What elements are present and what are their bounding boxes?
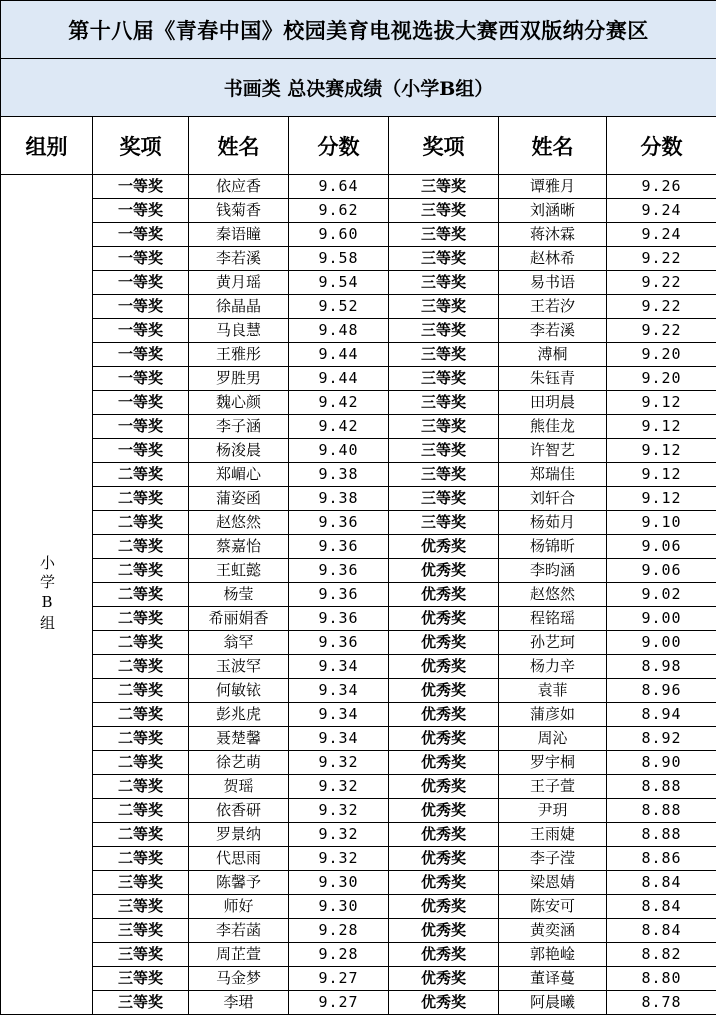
award-cell-left: 二等奖 bbox=[93, 631, 189, 655]
name-cell-left: 李若菡 bbox=[189, 919, 289, 943]
name-cell-right: 李昀涵 bbox=[499, 559, 607, 583]
award-cell-right: 优秀奖 bbox=[389, 751, 499, 775]
award-cell-left: 一等奖 bbox=[93, 439, 189, 463]
name-cell-left: 徐艺萌 bbox=[189, 751, 289, 775]
award-cell-right: 优秀奖 bbox=[389, 535, 499, 559]
table-row bbox=[1, 415, 716, 439]
award-cell-left: 二等奖 bbox=[93, 823, 189, 847]
name-cell-left: 玉波罕 bbox=[189, 655, 289, 679]
award-cell-left: 二等奖 bbox=[93, 607, 189, 631]
name-cell-left: 聂楚馨 bbox=[189, 727, 289, 751]
award-cell-left: 一等奖 bbox=[93, 415, 189, 439]
score-cell-right: 9.12 bbox=[607, 487, 716, 511]
award-cell-left: 一等奖 bbox=[93, 199, 189, 223]
award-cell-left: 三等奖 bbox=[93, 895, 189, 919]
header-group: 组别 bbox=[1, 117, 93, 175]
score-cell-left: 9.60 bbox=[289, 223, 389, 247]
name-cell-left: 郑嵋心 bbox=[189, 463, 289, 487]
name-cell-left: 何敏铱 bbox=[189, 679, 289, 703]
name-cell-right: 赵林希 bbox=[499, 247, 607, 271]
award-cell-left: 二等奖 bbox=[93, 727, 189, 751]
score-cell-right: 8.78 bbox=[607, 991, 716, 1015]
name-cell-left: 蒲姿函 bbox=[189, 487, 289, 511]
award-cell-right: 优秀奖 bbox=[389, 631, 499, 655]
name-cell-right: 杨锦昕 bbox=[499, 535, 607, 559]
score-cell-right: 9.06 bbox=[607, 559, 716, 583]
score-cell-right: 9.10 bbox=[607, 511, 716, 535]
name-cell-right: 程铭瑶 bbox=[499, 607, 607, 631]
score-cell-left: 9.34 bbox=[289, 727, 389, 751]
name-cell-right: 田玥晨 bbox=[499, 391, 607, 415]
score-cell-right: 9.02 bbox=[607, 583, 716, 607]
name-cell-left: 希丽娟香 bbox=[189, 607, 289, 631]
score-cell-left: 9.42 bbox=[289, 391, 389, 415]
award-cell-left: 一等奖 bbox=[93, 295, 189, 319]
table-row bbox=[1, 247, 716, 271]
award-cell-right: 三等奖 bbox=[389, 223, 499, 247]
page-title: 第十八届《青春中国》校园美育电视选拔大赛西双版纳分赛区 bbox=[1, 1, 716, 59]
score-cell-right: 8.94 bbox=[607, 703, 716, 727]
table-row bbox=[1, 751, 716, 775]
table-row bbox=[1, 919, 716, 943]
name-cell-right: 蒋沐霖 bbox=[499, 223, 607, 247]
award-cell-left: 一等奖 bbox=[93, 367, 189, 391]
award-cell-right: 优秀奖 bbox=[389, 967, 499, 991]
name-cell-right: 杨茹月 bbox=[499, 511, 607, 535]
award-cell-left: 二等奖 bbox=[93, 559, 189, 583]
name-cell-right: 梁恩婧 bbox=[499, 871, 607, 895]
score-cell-right: 8.84 bbox=[607, 919, 716, 943]
award-cell-right: 三等奖 bbox=[389, 487, 499, 511]
score-cell-right: 9.06 bbox=[607, 535, 716, 559]
award-cell-left: 一等奖 bbox=[93, 223, 189, 247]
award-cell-left: 三等奖 bbox=[93, 919, 189, 943]
page-subtitle: 书画类 总决赛成绩（小学B组） bbox=[1, 59, 716, 117]
name-cell-right: 李子滢 bbox=[499, 847, 607, 871]
award-cell-right: 优秀奖 bbox=[389, 799, 499, 823]
name-cell-left: 魏心颜 bbox=[189, 391, 289, 415]
score-cell-right: 9.22 bbox=[607, 295, 716, 319]
award-cell-left: 一等奖 bbox=[93, 271, 189, 295]
award-cell-right: 优秀奖 bbox=[389, 703, 499, 727]
name-cell-right: 周沁 bbox=[499, 727, 607, 751]
score-cell-left: 9.36 bbox=[289, 511, 389, 535]
award-cell-left: 二等奖 bbox=[93, 703, 189, 727]
score-cell-right: 8.98 bbox=[607, 655, 716, 679]
table-row bbox=[1, 271, 716, 295]
header-score-right: 分数 bbox=[607, 117, 716, 175]
score-cell-right: 8.84 bbox=[607, 871, 716, 895]
name-cell-right: 黄奕涵 bbox=[499, 919, 607, 943]
score-cell-left: 9.42 bbox=[289, 415, 389, 439]
name-cell-right: 尹玥 bbox=[499, 799, 607, 823]
name-cell-right: 郑瑞佳 bbox=[499, 463, 607, 487]
score-cell-left: 9.28 bbox=[289, 943, 389, 967]
award-cell-right: 三等奖 bbox=[389, 319, 499, 343]
table-row bbox=[1, 727, 716, 751]
award-cell-right: 三等奖 bbox=[389, 391, 499, 415]
name-cell-left: 杨莹 bbox=[189, 583, 289, 607]
table-row bbox=[1, 343, 716, 367]
name-cell-right: 郭艳崯 bbox=[499, 943, 607, 967]
name-cell-right: 王若汐 bbox=[499, 295, 607, 319]
table-row bbox=[1, 895, 716, 919]
award-cell-right: 优秀奖 bbox=[389, 655, 499, 679]
name-cell-right: 孙艺珂 bbox=[499, 631, 607, 655]
name-cell-right: 王子萱 bbox=[499, 775, 607, 799]
score-cell-right: 8.90 bbox=[607, 751, 716, 775]
award-cell-left: 二等奖 bbox=[93, 583, 189, 607]
score-cell-left: 9.40 bbox=[289, 439, 389, 463]
score-cell-right: 8.88 bbox=[607, 775, 716, 799]
header-award-left: 奖项 bbox=[93, 117, 189, 175]
name-cell-left: 赵悠然 bbox=[189, 511, 289, 535]
award-cell-right: 三等奖 bbox=[389, 367, 499, 391]
table-row bbox=[1, 319, 716, 343]
award-cell-left: 二等奖 bbox=[93, 775, 189, 799]
name-cell-right: 刘涵晰 bbox=[499, 199, 607, 223]
table-row bbox=[1, 631, 716, 655]
score-cell-left: 9.44 bbox=[289, 367, 389, 391]
score-cell-right: 9.00 bbox=[607, 631, 716, 655]
score-cell-left: 9.34 bbox=[289, 679, 389, 703]
score-cell-left: 9.44 bbox=[289, 343, 389, 367]
award-cell-left: 二等奖 bbox=[93, 655, 189, 679]
header-award-right: 奖项 bbox=[389, 117, 499, 175]
award-cell-right: 三等奖 bbox=[389, 271, 499, 295]
name-cell-right: 溥桐 bbox=[499, 343, 607, 367]
table-row bbox=[1, 679, 716, 703]
award-cell-left: 二等奖 bbox=[93, 535, 189, 559]
score-cell-right: 8.92 bbox=[607, 727, 716, 751]
score-cell-right: 9.22 bbox=[607, 271, 716, 295]
table-row bbox=[1, 991, 716, 1015]
name-cell-left: 钱菊香 bbox=[189, 199, 289, 223]
award-cell-right: 优秀奖 bbox=[389, 871, 499, 895]
award-cell-left: 二等奖 bbox=[93, 847, 189, 871]
score-cell-left: 9.52 bbox=[289, 295, 389, 319]
name-cell-left: 周芷萱 bbox=[189, 943, 289, 967]
score-cell-right: 9.24 bbox=[607, 199, 716, 223]
header-row bbox=[1, 117, 716, 175]
table-row bbox=[1, 967, 716, 991]
award-cell-right: 优秀奖 bbox=[389, 895, 499, 919]
name-cell-left: 李若溪 bbox=[189, 247, 289, 271]
award-cell-right: 三等奖 bbox=[389, 175, 499, 199]
award-cell-right: 三等奖 bbox=[389, 343, 499, 367]
table-row bbox=[1, 175, 716, 199]
table-row bbox=[1, 655, 716, 679]
name-cell-left: 徐晶晶 bbox=[189, 295, 289, 319]
award-cell-right: 优秀奖 bbox=[389, 943, 499, 967]
score-cell-left: 9.34 bbox=[289, 703, 389, 727]
award-cell-right: 三等奖 bbox=[389, 199, 499, 223]
name-cell-right: 熊佳龙 bbox=[499, 415, 607, 439]
score-cell-right: 9.12 bbox=[607, 391, 716, 415]
name-cell-left: 陈馨予 bbox=[189, 871, 289, 895]
score-cell-right: 9.24 bbox=[607, 223, 716, 247]
name-cell-right: 蒲彦如 bbox=[499, 703, 607, 727]
award-cell-right: 三等奖 bbox=[389, 295, 499, 319]
score-cell-left: 9.32 bbox=[289, 799, 389, 823]
name-cell-left: 翁罕 bbox=[189, 631, 289, 655]
name-cell-left: 王雅彤 bbox=[189, 343, 289, 367]
award-cell-right: 优秀奖 bbox=[389, 847, 499, 871]
score-cell-left: 9.48 bbox=[289, 319, 389, 343]
score-cell-right: 9.12 bbox=[607, 415, 716, 439]
table-row bbox=[1, 223, 716, 247]
name-cell-left: 贺瑶 bbox=[189, 775, 289, 799]
name-cell-left: 王虹懿 bbox=[189, 559, 289, 583]
score-cell-left: 9.38 bbox=[289, 487, 389, 511]
name-cell-left: 代思雨 bbox=[189, 847, 289, 871]
name-cell-left: 马良慧 bbox=[189, 319, 289, 343]
award-cell-left: 二等奖 bbox=[93, 487, 189, 511]
name-cell-left: 黄月瑶 bbox=[189, 271, 289, 295]
table-row bbox=[1, 943, 716, 967]
score-cell-right: 9.22 bbox=[607, 319, 716, 343]
score-cell-left: 9.30 bbox=[289, 895, 389, 919]
score-cell-right: 9.12 bbox=[607, 463, 716, 487]
award-cell-left: 三等奖 bbox=[93, 991, 189, 1015]
award-cell-left: 二等奖 bbox=[93, 463, 189, 487]
score-cell-left: 9.27 bbox=[289, 967, 389, 991]
table-row bbox=[1, 583, 716, 607]
table-row bbox=[1, 607, 716, 631]
name-cell-left: 依应香 bbox=[189, 175, 289, 199]
table-row bbox=[1, 439, 716, 463]
score-cell-right: 8.96 bbox=[607, 679, 716, 703]
name-cell-right: 袁菲 bbox=[499, 679, 607, 703]
score-cell-right: 9.00 bbox=[607, 607, 716, 631]
name-cell-left: 罗胜男 bbox=[189, 367, 289, 391]
name-cell-left: 彭兆虎 bbox=[189, 703, 289, 727]
score-cell-right: 8.82 bbox=[607, 943, 716, 967]
score-cell-right: 8.80 bbox=[607, 967, 716, 991]
score-cell-left: 9.38 bbox=[289, 463, 389, 487]
score-cell-left: 9.54 bbox=[289, 271, 389, 295]
score-cell-left: 9.32 bbox=[289, 847, 389, 871]
score-cell-left: 9.36 bbox=[289, 559, 389, 583]
score-cell-left: 9.27 bbox=[289, 991, 389, 1015]
score-cell-left: 9.34 bbox=[289, 655, 389, 679]
score-cell-left: 9.36 bbox=[289, 583, 389, 607]
award-cell-left: 二等奖 bbox=[93, 751, 189, 775]
score-cell-right: 9.20 bbox=[607, 343, 716, 367]
award-cell-left: 一等奖 bbox=[93, 391, 189, 415]
award-cell-right: 三等奖 bbox=[389, 415, 499, 439]
award-cell-right: 三等奖 bbox=[389, 511, 499, 535]
name-cell-left: 罗景纳 bbox=[189, 823, 289, 847]
table-row bbox=[1, 799, 716, 823]
award-cell-right: 优秀奖 bbox=[389, 559, 499, 583]
table-row bbox=[1, 487, 716, 511]
group-label-text: 小学B组 bbox=[38, 555, 56, 634]
award-cell-left: 二等奖 bbox=[93, 799, 189, 823]
name-cell-right: 谭雅月 bbox=[499, 175, 607, 199]
score-cell-right: 9.12 bbox=[607, 439, 716, 463]
name-cell-right: 赵悠然 bbox=[499, 583, 607, 607]
name-cell-right: 罗宇桐 bbox=[499, 751, 607, 775]
award-cell-left: 二等奖 bbox=[93, 679, 189, 703]
table-row bbox=[1, 847, 716, 871]
table-row bbox=[1, 367, 716, 391]
award-cell-right: 优秀奖 bbox=[389, 991, 499, 1015]
header-score-left: 分数 bbox=[289, 117, 389, 175]
award-cell-left: 二等奖 bbox=[93, 511, 189, 535]
name-cell-left: 李珺 bbox=[189, 991, 289, 1015]
award-cell-right: 三等奖 bbox=[389, 463, 499, 487]
award-cell-right: 三等奖 bbox=[389, 247, 499, 271]
award-cell-right: 优秀奖 bbox=[389, 919, 499, 943]
score-cell-right: 9.22 bbox=[607, 247, 716, 271]
table-row bbox=[1, 823, 716, 847]
award-cell-right: 优秀奖 bbox=[389, 775, 499, 799]
score-cell-left: 9.32 bbox=[289, 823, 389, 847]
score-cell-right: 8.88 bbox=[607, 799, 716, 823]
award-cell-right: 优秀奖 bbox=[389, 727, 499, 751]
name-cell-left: 李子涵 bbox=[189, 415, 289, 439]
name-cell-left: 依香研 bbox=[189, 799, 289, 823]
table-row bbox=[1, 559, 716, 583]
score-cell-left: 9.36 bbox=[289, 535, 389, 559]
group-label bbox=[1, 175, 93, 1015]
table-row bbox=[1, 535, 716, 559]
name-cell-right: 阿晨曦 bbox=[499, 991, 607, 1015]
name-cell-right: 陈安可 bbox=[499, 895, 607, 919]
name-cell-right: 朱钰青 bbox=[499, 367, 607, 391]
score-cell-right: 8.86 bbox=[607, 847, 716, 871]
award-cell-right: 优秀奖 bbox=[389, 823, 499, 847]
award-cell-right: 三等奖 bbox=[389, 439, 499, 463]
table-row bbox=[1, 199, 716, 223]
header-name-left: 姓名 bbox=[189, 117, 289, 175]
score-cell-left: 9.64 bbox=[289, 175, 389, 199]
name-cell-right: 李若溪 bbox=[499, 319, 607, 343]
name-cell-left: 秦语瞳 bbox=[189, 223, 289, 247]
name-cell-right: 许智艺 bbox=[499, 439, 607, 463]
score-cell-left: 9.32 bbox=[289, 775, 389, 799]
table-row bbox=[1, 463, 716, 487]
name-cell-right: 董译蔓 bbox=[499, 967, 607, 991]
score-cell-left: 9.62 bbox=[289, 199, 389, 223]
score-cell-right: 8.88 bbox=[607, 823, 716, 847]
name-cell-left: 杨浚晨 bbox=[189, 439, 289, 463]
award-cell-left: 一等奖 bbox=[93, 175, 189, 199]
name-cell-right: 王雨婕 bbox=[499, 823, 607, 847]
score-cell-left: 9.58 bbox=[289, 247, 389, 271]
name-cell-left: 师好 bbox=[189, 895, 289, 919]
score-cell-left: 9.36 bbox=[289, 607, 389, 631]
score-cell-left: 9.28 bbox=[289, 919, 389, 943]
award-cell-left: 三等奖 bbox=[93, 871, 189, 895]
table-row bbox=[1, 391, 716, 415]
score-cell-right: 8.84 bbox=[607, 895, 716, 919]
score-cell-right: 9.26 bbox=[607, 175, 716, 199]
name-cell-right: 刘轩合 bbox=[499, 487, 607, 511]
score-cell-left: 9.30 bbox=[289, 871, 389, 895]
name-cell-left: 马金梦 bbox=[189, 967, 289, 991]
award-cell-left: 一等奖 bbox=[93, 343, 189, 367]
score-cell-right: 9.20 bbox=[607, 367, 716, 391]
table-row bbox=[1, 511, 716, 535]
name-cell-right: 杨力辛 bbox=[499, 655, 607, 679]
award-cell-left: 三等奖 bbox=[93, 967, 189, 991]
table-row bbox=[1, 871, 716, 895]
award-cell-left: 一等奖 bbox=[93, 247, 189, 271]
name-cell-left: 蔡嘉怡 bbox=[189, 535, 289, 559]
name-cell-right: 易书语 bbox=[499, 271, 607, 295]
award-cell-right: 优秀奖 bbox=[389, 583, 499, 607]
table-row bbox=[1, 703, 716, 727]
award-cell-left: 一等奖 bbox=[93, 319, 189, 343]
table-row bbox=[1, 775, 716, 799]
award-cell-left: 三等奖 bbox=[93, 943, 189, 967]
table-row bbox=[1, 295, 716, 319]
award-cell-right: 优秀奖 bbox=[389, 607, 499, 631]
score-cell-left: 9.36 bbox=[289, 631, 389, 655]
award-cell-right: 优秀奖 bbox=[389, 679, 499, 703]
header-name-right: 姓名 bbox=[499, 117, 607, 175]
score-cell-left: 9.32 bbox=[289, 751, 389, 775]
